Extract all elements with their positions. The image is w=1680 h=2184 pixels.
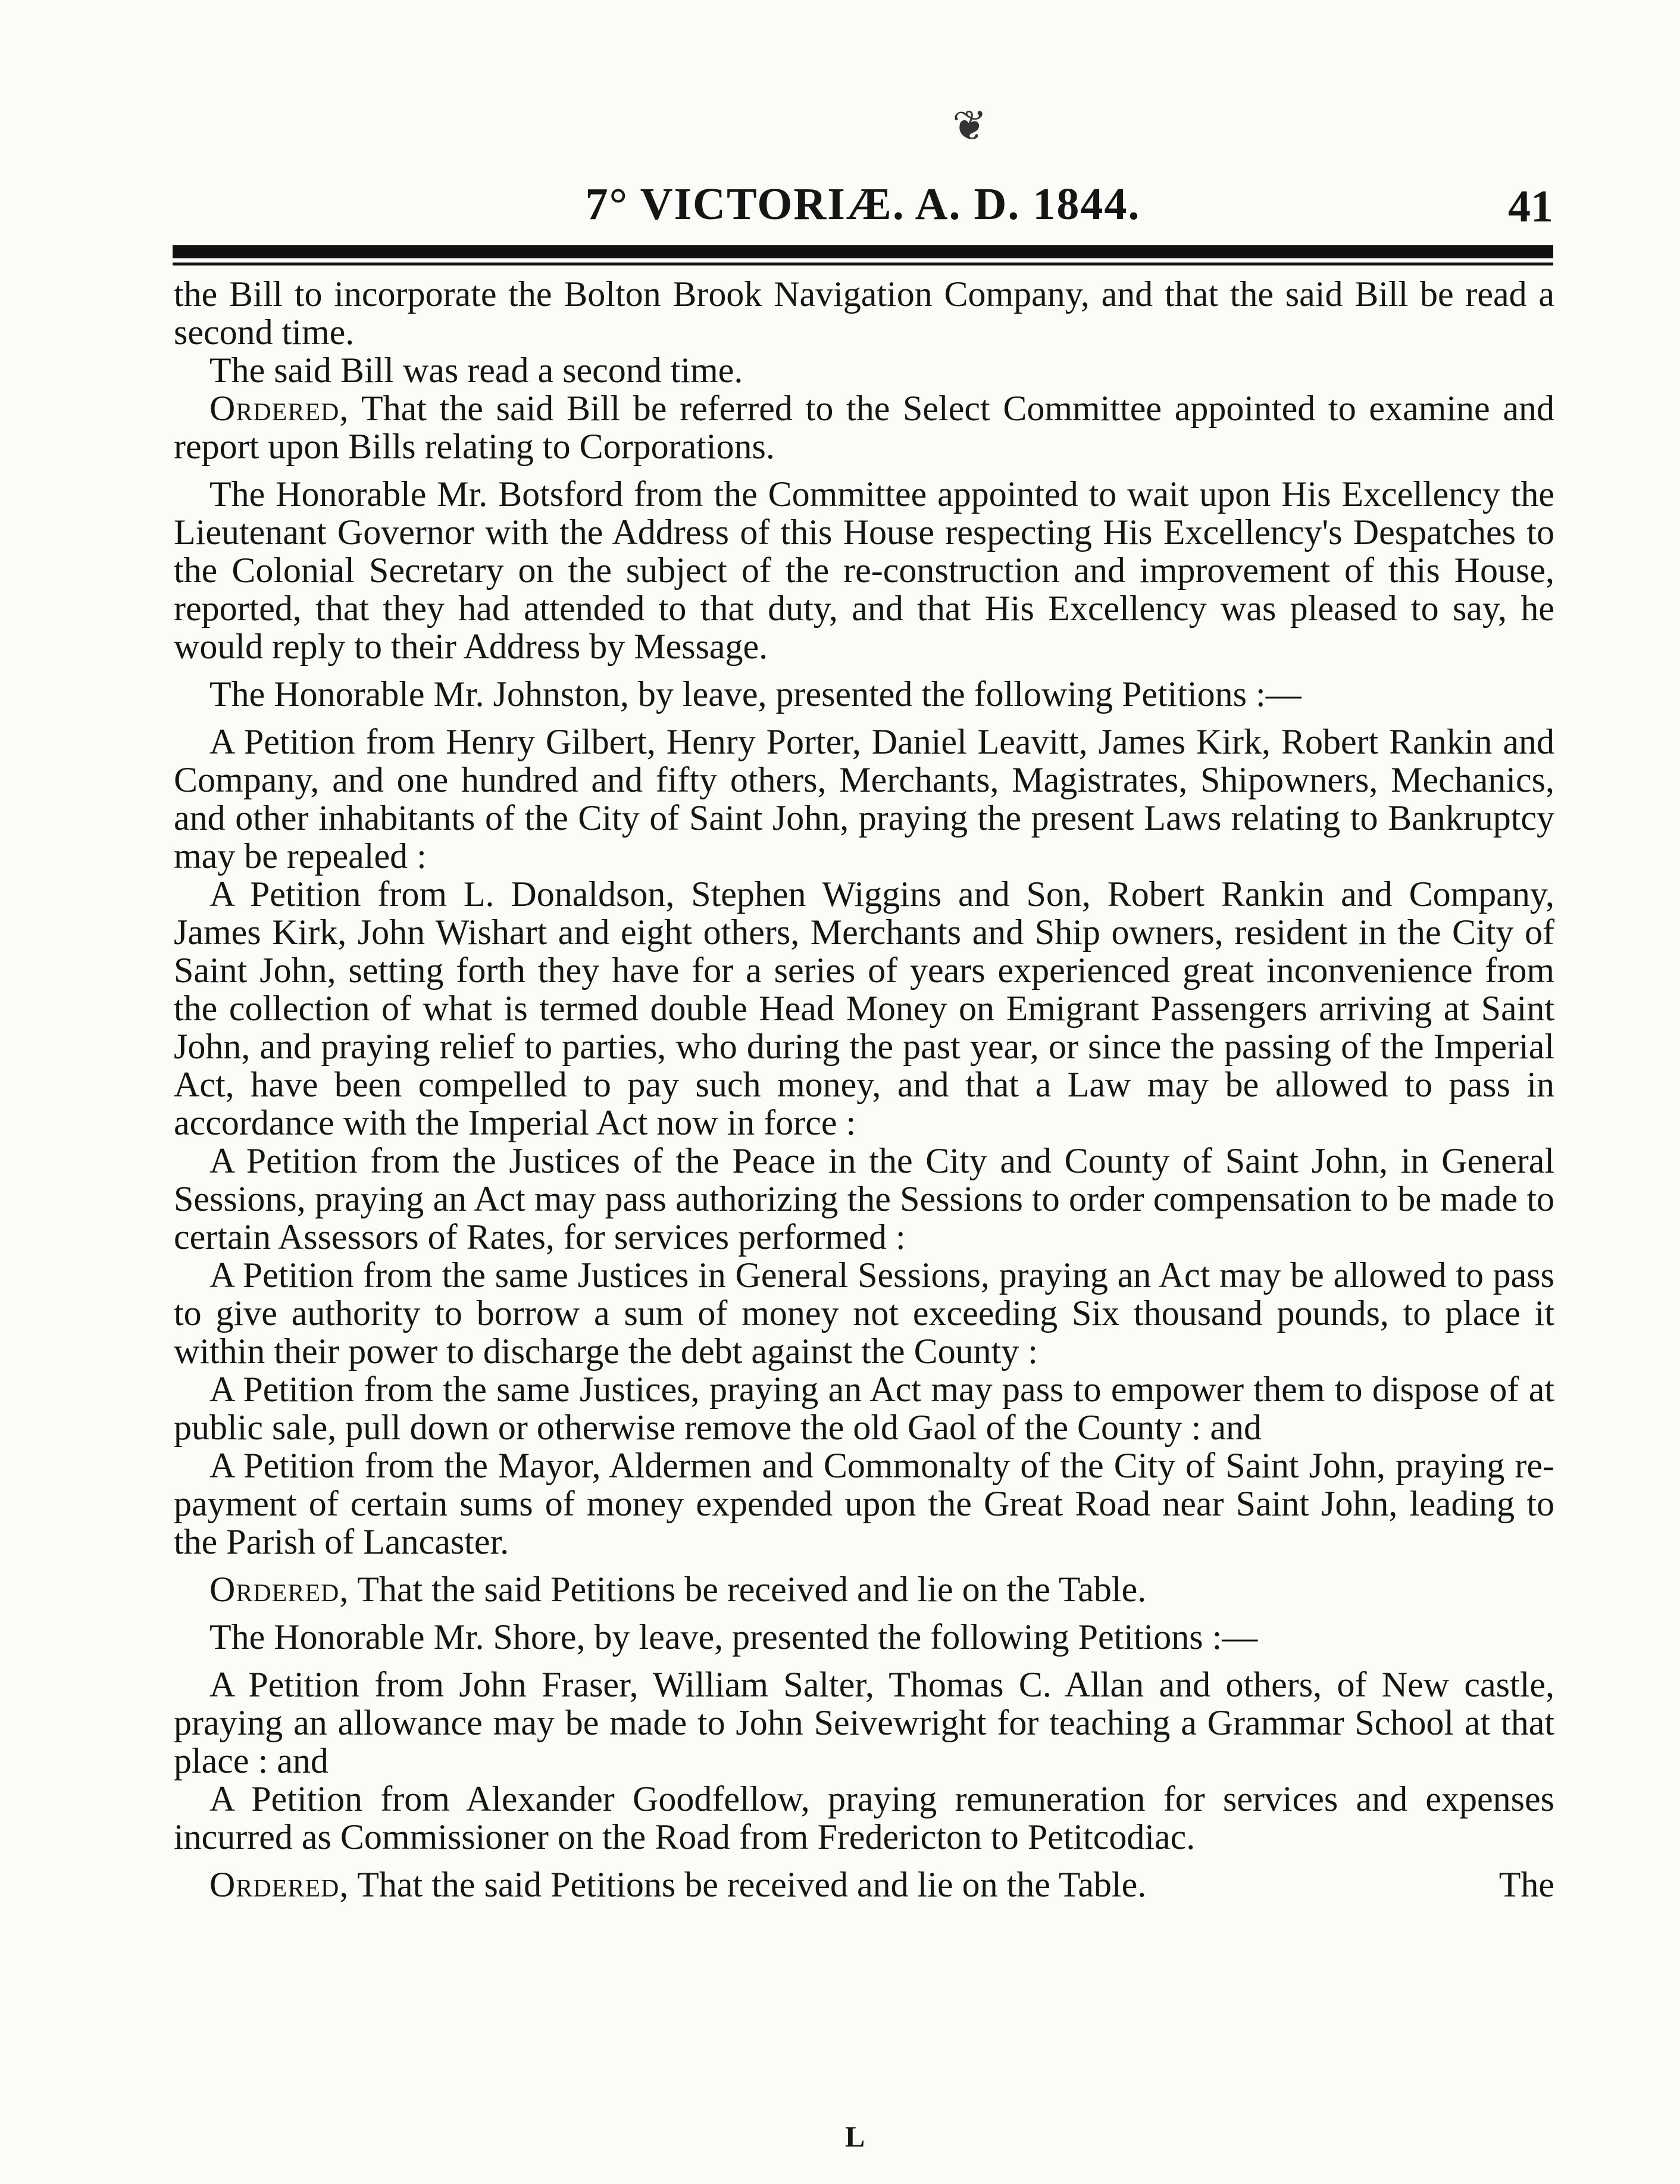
petition-item: A Petition from the Mayor, Aldermen and Commonalty of the City of Saint John, praying re-payment of certain sums of money expended upon the Great Road near Saint John, leading to the Parish of Lancaster. — [174, 1446, 1554, 1561]
paragraph-text: That the said Petitions be received and lie on the Table. — [349, 1865, 1147, 1904]
paragraph: The Honorable Mr. Shore, by leave, presented the following Petitions :— — [209, 1617, 1258, 1657]
petition-item: A Petition from the same Justices in General Sessions, praying an Act may be allowed to pass to give authority to borrow a sum of money not exceeding Six thousand pounds, to place it within their power to discharge the debt against the County : — [174, 1255, 1554, 1371]
ornament-icon: ❦ — [952, 104, 987, 149]
header-rule-thick — [173, 245, 1553, 258]
petition-item: A Petition from the Justices of the Peace in the City and County of Saint John, in General Sessions, praying an Act may pass authorizing the Sessions to order compensation to be made to certain Assessors of Rates, for services performed : — [174, 1141, 1554, 1257]
paragraph: The said Bill was read a second time. — [209, 351, 743, 390]
catchword: The — [1498, 1865, 1554, 1904]
signature-mark: L — [845, 2120, 865, 2153]
petition-item: A Petition from Henry Gilbert, Henry Porter, Daniel Leavitt, James Kirk, Robert Rankin and Company, and one hundred and fifty others, Merchants, Magistrates, Shipowners, Mechanics, and other inhabitants of the City of Saint John, praying the present Laws relating to Bankruptcy may be repealed : — [174, 722, 1554, 876]
paragraph: The Honorable Mr. Johnston, by leave, presented the following Petitions :— — [209, 674, 1302, 714]
page-body — [174, 275, 1554, 1904]
paragraph — [174, 1866, 1554, 1904]
paragraph — [174, 1570, 1554, 1608]
paragraph: the Bill to incorporate the Bolton Brook Navigation Company, and that the said Bill be read a second time. — [174, 274, 1554, 352]
header-rule-thin — [173, 263, 1553, 265]
ordered-lead: Ordered, — [209, 1570, 349, 1609]
paragraph — [174, 389, 1554, 465]
petition-item: A Petition from Alexander Goodfellow, praying remuneration for services and expenses incurred as Commissioner on the Road from Fredericton to Petitcodiac. — [174, 1779, 1554, 1857]
paragraph: The Honorable Mr. Botsford from the Committee appointed to wait upon His Excellency the Lieutenant Governor with the Address of this House respecting His Excellency's Despatches to the Colonial Secretary on the subject of the re-construction and improvement of this House, reported, that they had attended to that duty, and that His Excellency was pleased to say, he would reply to their Address by Message. — [174, 474, 1554, 666]
paragraph-text: That the said Bill be referred to the Select Committee appointed to examine and report upon Bills relating to Corporations. — [174, 389, 1554, 466]
petition-item: A Petition from L. Donaldson, Stephen Wiggins and Son, Robert Rankin and Company, James Kirk, John Wishart and eight others, Merchants and Ship owners, resident in the City of Saint John, setting forth they have for a series of years experienced great inconvenience from the collection of what is termed double Head Money on Emigrant Passengers arriving at Saint John, and praying relief to parties, who during the past year, or since the passing of the Imperial Act, have been compelled to pay such money, and that a Law may be allowed to pass in accordance with the Imperial Act now in force : — [174, 874, 1554, 1142]
ordered-lead: Ordered, — [209, 389, 349, 428]
ordered-lead: Ordered, — [209, 1865, 349, 1904]
page-number: 41 — [1508, 182, 1553, 232]
paragraph-text: That the said Petitions be received and lie on the Table. — [349, 1570, 1147, 1609]
running-title: 7° VICTORIÆ. A. D. 1844. — [585, 179, 1141, 229]
petition-item: A Petition from the same Justices, praying an Act may pass to empower them to dispose of at public sale, pull down or otherwise remove the old Gaol of the County : and — [174, 1370, 1554, 1447]
page-header — [173, 179, 1553, 244]
petition-item: A Petition from John Fraser, William Salter, Thomas C. Allan and others, of New castle, praying an allowance may be made to John Seivewright for teaching a Grammar School at that place : and — [174, 1665, 1554, 1780]
